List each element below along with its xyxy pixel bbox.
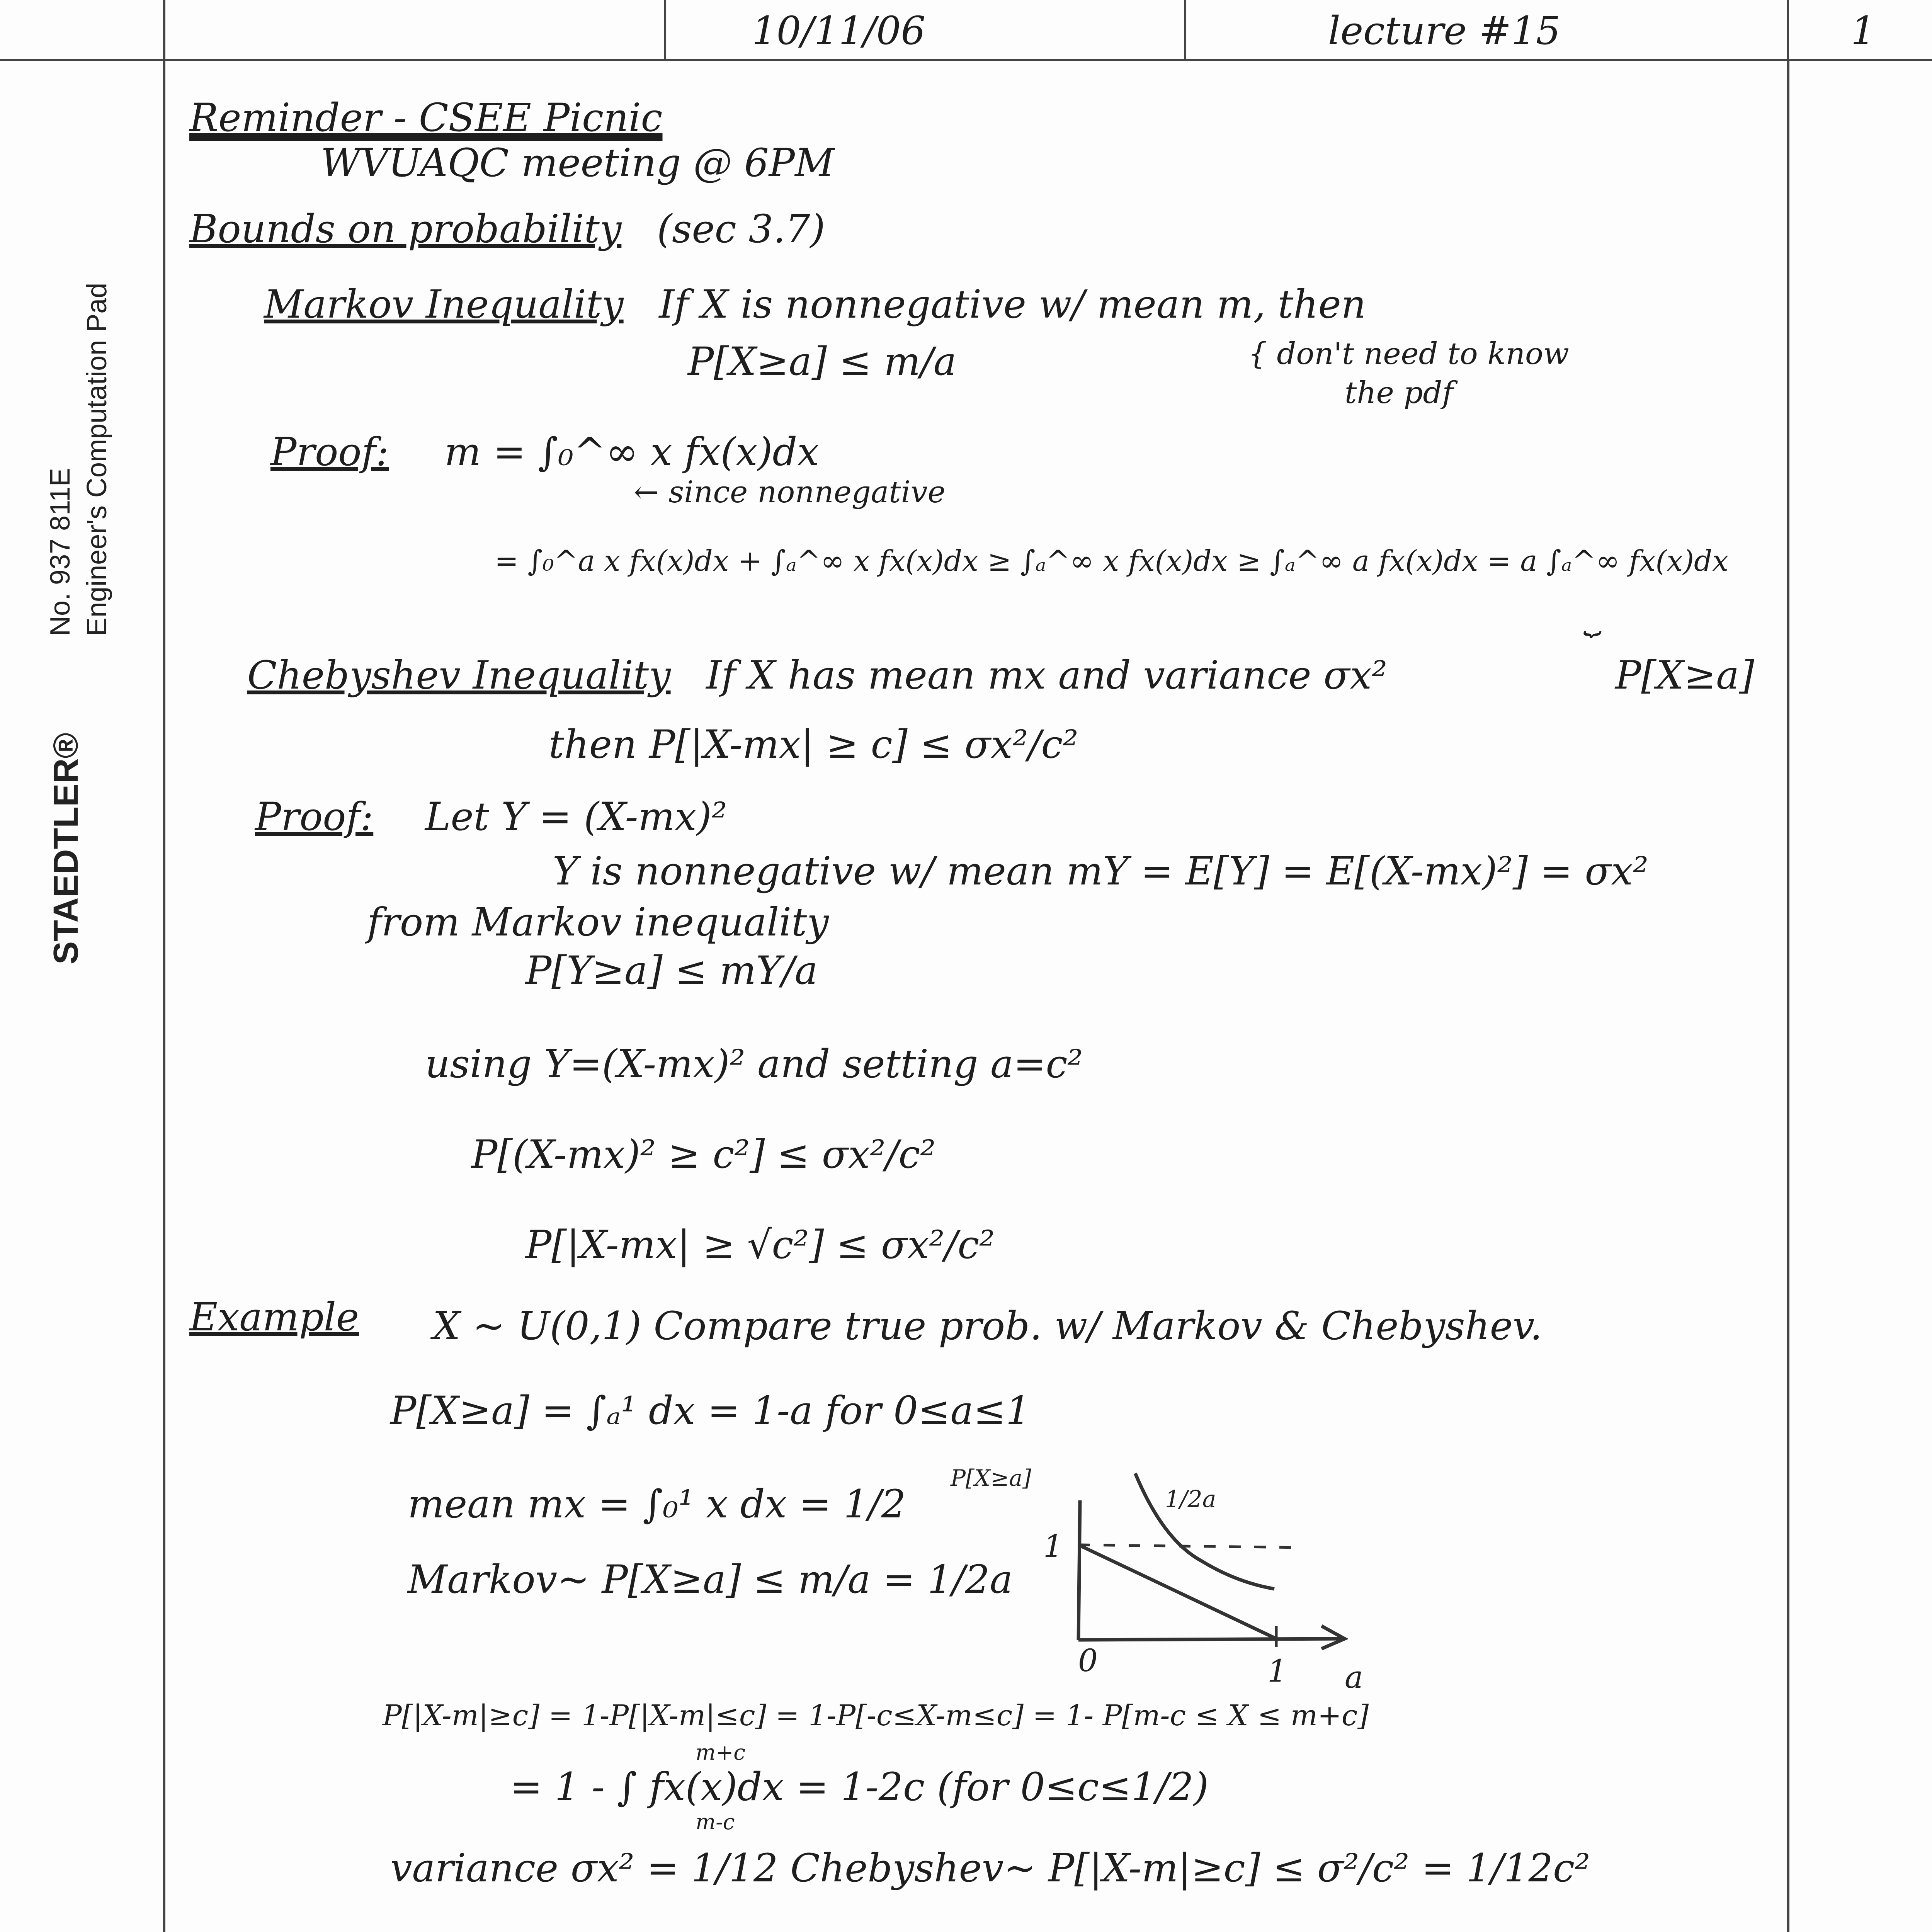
example-line-6: variance σx² = 1/12 Chebyshev~ P[|X-m|≥c] ≤ σ²/c² = 1/12c² bbox=[390, 1845, 1590, 1891]
header-page-number: 1 bbox=[1851, 8, 1876, 53]
example-line-1: P[X≥a] = ∫ₐ¹ dx = 1-a for 0≤a≤1 bbox=[390, 1388, 1031, 1433]
markov-note-1: { don't need to know bbox=[1248, 337, 1569, 371]
sketch-curve-label: 1/2a bbox=[1165, 1486, 1216, 1513]
markov-formula: P[X≥a] ≤ m/a bbox=[688, 339, 957, 384]
proof-brace-label: P[X≥a] bbox=[1615, 653, 1754, 698]
sketch-y-tick-label: 1 bbox=[1043, 1528, 1063, 1564]
example-line-4: P[|X-m|≥c] = 1-P[|X-m|≤c] = 1-P[-c≤X-m≤c] = 1- P[m-c ≤ X ≤ m+c] bbox=[383, 1699, 1369, 1732]
proof-line-2: = ∫₀^a x fx(x)dx + ∫ₐ^∞ x fx(x)dx ≥ ∫ₐ^∞ x fx(x)dx ≥ ∫ₐ^∞ a fx(x)dx = a ∫ₐ^∞ fx(x)dx bbox=[495, 544, 1729, 578]
chebyshev-proof-6: P[(X-mx)² ≥ c²] ≤ σx²/c² bbox=[471, 1132, 936, 1177]
chebyshev-proof-2: Y is nonnegative w/ mean mY = E[Y] = E[(X-mx)²] = σx² bbox=[553, 849, 1649, 894]
example-label: Example bbox=[189, 1294, 359, 1340]
integral-upper-limit: m+c bbox=[696, 1740, 746, 1765]
example-line-3: Markov~ P[X≥a] ≤ m/a = 1/2a bbox=[408, 1557, 1013, 1602]
chebyshev-proof-5: using Y=(X-mx)² and setting a=c² bbox=[425, 1041, 1083, 1087]
chebyshev-proof-7: P[|X-mx| ≥ √c²] ≤ σx²/c² bbox=[526, 1222, 995, 1267]
sketch-origin-label: 0 bbox=[1078, 1643, 1098, 1679]
example-line-2: mean mx = ∫₀¹ x dx = 1/2 bbox=[408, 1481, 906, 1527]
sketch-y-axis bbox=[1078, 1500, 1080, 1640]
chebyshev-proof-1: Let Y = (X-mx)² bbox=[425, 794, 727, 839]
proof-brace: ⏟ bbox=[1584, 602, 1602, 636]
sketch-y-label: P[X≥a] bbox=[951, 1465, 1031, 1491]
markov-title: Markov Inequality bbox=[264, 282, 624, 327]
proof-label: Proof: bbox=[270, 429, 389, 474]
sketch-x-tick-label: 1 bbox=[1267, 1653, 1287, 1689]
chebyshev-proof-3: from Markov inequality bbox=[367, 900, 829, 945]
header-date: 10/11/06 bbox=[752, 8, 926, 53]
sketch-x-axis bbox=[1078, 1639, 1345, 1640]
markov-statement: If X is nonnegative w/ mean m, then bbox=[659, 282, 1366, 327]
example-statement: X ~ U(0,1) Compare true prob. w/ Markov & Chebyshev. bbox=[433, 1303, 1543, 1349]
product-number: No. 937 811E bbox=[45, 468, 76, 636]
proof-annotation: ← since nonnegative bbox=[634, 475, 946, 510]
section-title-text: Bounds on probability bbox=[189, 206, 622, 252]
meeting: WVUAQC meeting @ 6PM bbox=[321, 140, 835, 185]
chebyshev-proof-label: Proof: bbox=[255, 794, 374, 839]
chebyshev-proof-4: P[Y≥a] ≤ mY/a bbox=[526, 948, 818, 993]
section-ref: (sec 3.7) bbox=[657, 206, 825, 252]
chebyshev-formula: then P[|X-mx| ≥ c] ≤ σx²/c² bbox=[549, 722, 1078, 767]
chebyshev-title: Chebyshev Inequality bbox=[247, 653, 671, 698]
sketch-x-label: a bbox=[1345, 1659, 1363, 1695]
sketch-true-probability-line bbox=[1078, 1545, 1276, 1639]
sketch-dashed-bound-one bbox=[1078, 1545, 1302, 1548]
proof-line-1: m = ∫₀^∞ x fx(x)dx bbox=[444, 429, 819, 474]
header-lecture: lecture #15 bbox=[1328, 8, 1561, 53]
example-line-5: = 1 - ∫ fx(x)dx = 1-2c (for 0≤c≤1/2) bbox=[510, 1764, 1209, 1810]
integral-lower-limit: m-c bbox=[696, 1810, 735, 1834]
markov-note-2: the pdf bbox=[1345, 376, 1454, 410]
product-name: Engineer's Computation Pad bbox=[82, 282, 112, 636]
brand-logo: STAEDTLER® bbox=[47, 733, 85, 964]
reminder: Reminder - CSEE Picnic bbox=[189, 95, 663, 140]
chebyshev-statement: If X has mean mx and variance σx² bbox=[706, 653, 1388, 698]
